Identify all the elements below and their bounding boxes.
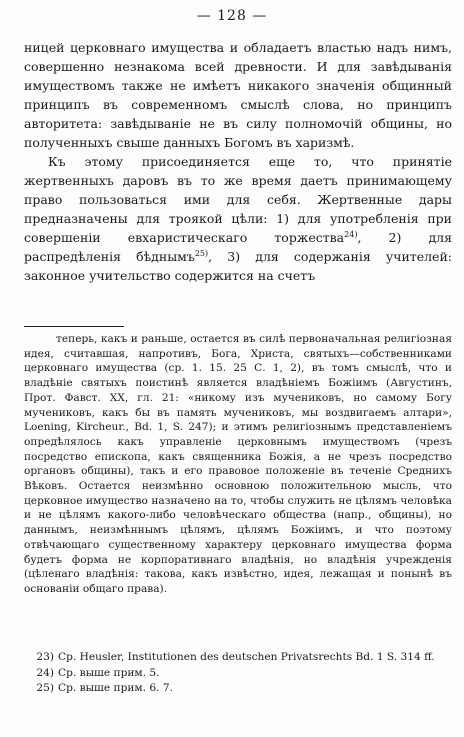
footnote-number: 24) [36, 666, 54, 679]
paragraph-text: , 3) для содержанія учителей: законное учительство содержится на счетъ [24, 249, 452, 283]
footnote-number: 23) [36, 651, 54, 663]
paragraph-text: , 2) для распредѣленія бѣднымъ [24, 230, 452, 264]
main-text [24, 38, 452, 285]
paragraph [24, 152, 452, 285]
paragraph: ницей церковнаго имущества и обладаетъ властью надъ нимъ, совершенно незнакома всей древности. И для завѣдыванія имуществомъ также не имѣетъ никакого значенія общинный принципъ въ современномъ смыслѣ слова, но принципъ авторитета: завѣдываніе не въ силу полномочій общины, но полученныхъ свыше данныхъ Богомъ въ харизмѣ. [24, 40, 452, 150]
footnote-text: Ср. выше прим. 6. 7. [58, 682, 173, 694]
footnote-list [24, 650, 452, 697]
footnote-text: теперь, какъ и раньше, остается въ силѣ первоначальная религіозная идея, считавшая, напротивъ, Бога, Христа, святыхъ—собственниками церковнаго имущества (ср. 1. 15. 25 С. 1, 2), въ томъ смыслѣ, что и владѣніе святыхъ поистинѣ является владѣніемъ Божіимъ (Августинъ, Прот. Фавст. XX, гл. 21: «никому изъ мучениковъ, но самому Богу мучениковъ, какъ бы въ память мучениковъ, мы воздвигаемъ алтари», Loening, Kircheur., Bd. 1, S. 247); и этимъ религіознымъ представленіемъ опредѣлялось какъ управленіе церковнымъ имуществомъ (чрезъ посредство епископа, какъ священника Божія, а не чрезъ посредство органовъ общины), такъ и его правовое положеніе въ теченіе Среднихъ Вѣковъ. Остается неизмѣнно основною положительною мысль, что церковное имущество назначено на то, чтобы служить не цѣлямъ человѣка и не цѣлямъ какого-либо человѣческаго общества (напр., общины), но даннымъ, неизмѣннымъ цѣлямъ, цѣлямъ Божіимъ, и что поэтому отвѣчающаго существенному характеру церковнаго имущества форма будетъ форма не корпоративнаго владѣнія, но владѣнія учрежденія (цѣленаго владѣнія: такова, какъ извѣстно, идея, лежащая и понынѣ въ основаніи общаго права). [24, 333, 452, 595]
footnote-item [24, 681, 452, 697]
footnote-ref: 25) [194, 248, 209, 258]
footnote-divider [24, 326, 124, 327]
footnote-text: Ср. выше прим. 5. [58, 666, 160, 679]
paragraph-text: Къ этому присоединяется еще то, что принятіе жертвенныхъ даровъ въ то же время даетъ принимающему право пользоваться ими для себя. Жертвенные дары предназначены для троякой цѣли: 1) для употребленія при совершеніи евхаристическаго торжества [24, 154, 452, 245]
footnote-number: 25) [36, 682, 54, 694]
page-number: — 128 — [196, 8, 268, 24]
footnote-continuation [24, 332, 452, 597]
footnote-item [24, 666, 452, 682]
footnote-text: Cp. Heusler, Institutionen des deutschen Privatsrechts Bd. 1 S. 314 ff. [58, 651, 435, 663]
footnote-ref: 24) [344, 229, 358, 239]
footnote-item [24, 650, 452, 666]
